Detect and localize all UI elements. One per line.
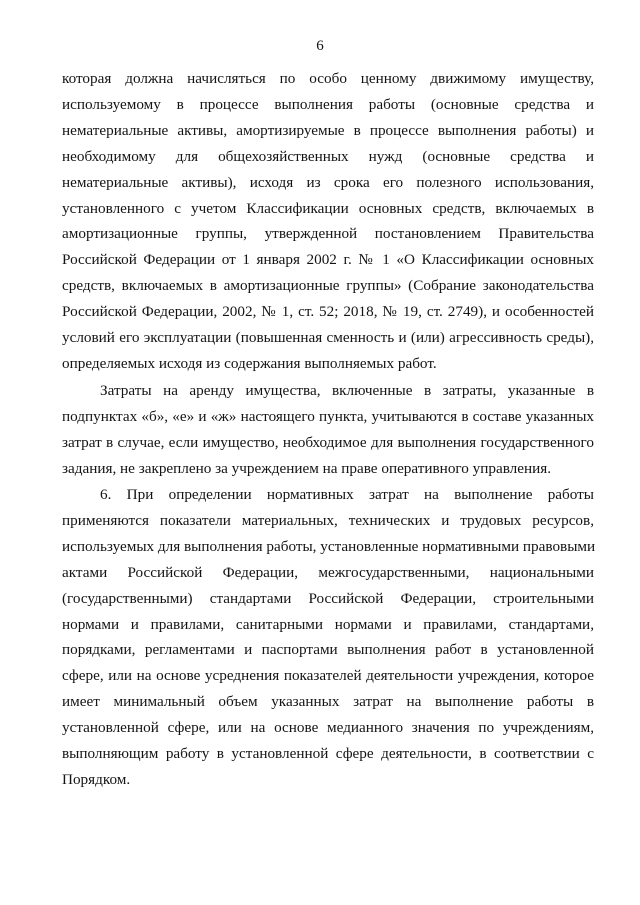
text-line: задания, не закреплено за учреждением на праве оперативного управления. <box>62 459 552 477</box>
text-line: условий его эксплуатации (повышенная сменность и (или) агрессивность среды), <box>62 329 594 347</box>
text-line: которая должна начисляться по особо ценному движимому имуществу, <box>62 70 594 87</box>
text-line: нормами и правилами, санитарными нормами и правилами, стандартами, <box>62 615 594 633</box>
text-line: определяемых исходя из содержания выполняемых работ. <box>62 354 437 372</box>
text-line: необходимому для общехозяйственных нужд (основные средства и <box>62 147 594 165</box>
text-line: применяются показатели материальных, технических и трудовых ресурсов, <box>62 511 594 529</box>
text-line: Порядком. <box>62 770 131 788</box>
text-line: Затраты на аренду имущества, включенные в затраты, указанные в <box>100 382 594 399</box>
text-line: выполняющим работу в установленной сфере деятельности, в соответствии с <box>62 745 594 763</box>
text-line: установленной сфере, или на основе медианного значения по учреждениям, <box>62 719 594 737</box>
text-line: затрат в случае, если имущество, необходимое для выполнения государственного <box>62 433 594 451</box>
text-line: амортизационные группы, утвержденной постановлением Правительства <box>62 225 594 243</box>
text-line: средств, включаемых в амортизационные группы» (Собрание законодательства <box>62 277 594 295</box>
paragraph-item-6 <box>62 482 594 793</box>
text-line: подпунктах «б», «е» и «ж» настоящего пункта, учитываются в составе указанных <box>62 407 594 425</box>
paragraph-continuation <box>62 66 594 377</box>
text-line: используемых для выполнения работы, установленные нормативными правовыми <box>62 537 596 555</box>
page-number: 6 <box>316 38 324 54</box>
text-line: Российской Федерации от 1 января 2002 г. № 1 «О Классификации основных <box>62 251 594 269</box>
text-line: установленного с учетом Классификации основных средств, включаемых в <box>62 199 594 217</box>
text-line: нематериальные активы, амортизируемые в процессе выполнения работы) и <box>62 121 594 139</box>
text-line: сфере, или на основе усреднения показателей деятельности учреждения, которое <box>62 667 594 685</box>
paragraph-rent-costs <box>62 378 594 482</box>
text-line: 6. При определении нормативных затрат на выполнение работы <box>100 486 594 503</box>
text-line: актами Российской Федерации, межгосударственными, национальными <box>62 563 594 581</box>
text-line: порядками, регламентами и паспортами выполнения работ в установленной <box>62 641 594 659</box>
text-line: нематериальные активы), исходя из срока его полезного использования, <box>62 173 594 191</box>
text-line: (государственными) стандартами Российской Федерации, строительными <box>62 589 594 607</box>
text-line: имеет минимальный объем указанных затрат на выполнение работы в <box>62 693 594 711</box>
text-line: используемому в процессе выполнения работы (основные средства и <box>62 95 594 113</box>
text-line: Российской Федерации, 2002, № 1, ст. 52; 2018, № 19, ст. 2749), и особенностей <box>62 303 594 321</box>
